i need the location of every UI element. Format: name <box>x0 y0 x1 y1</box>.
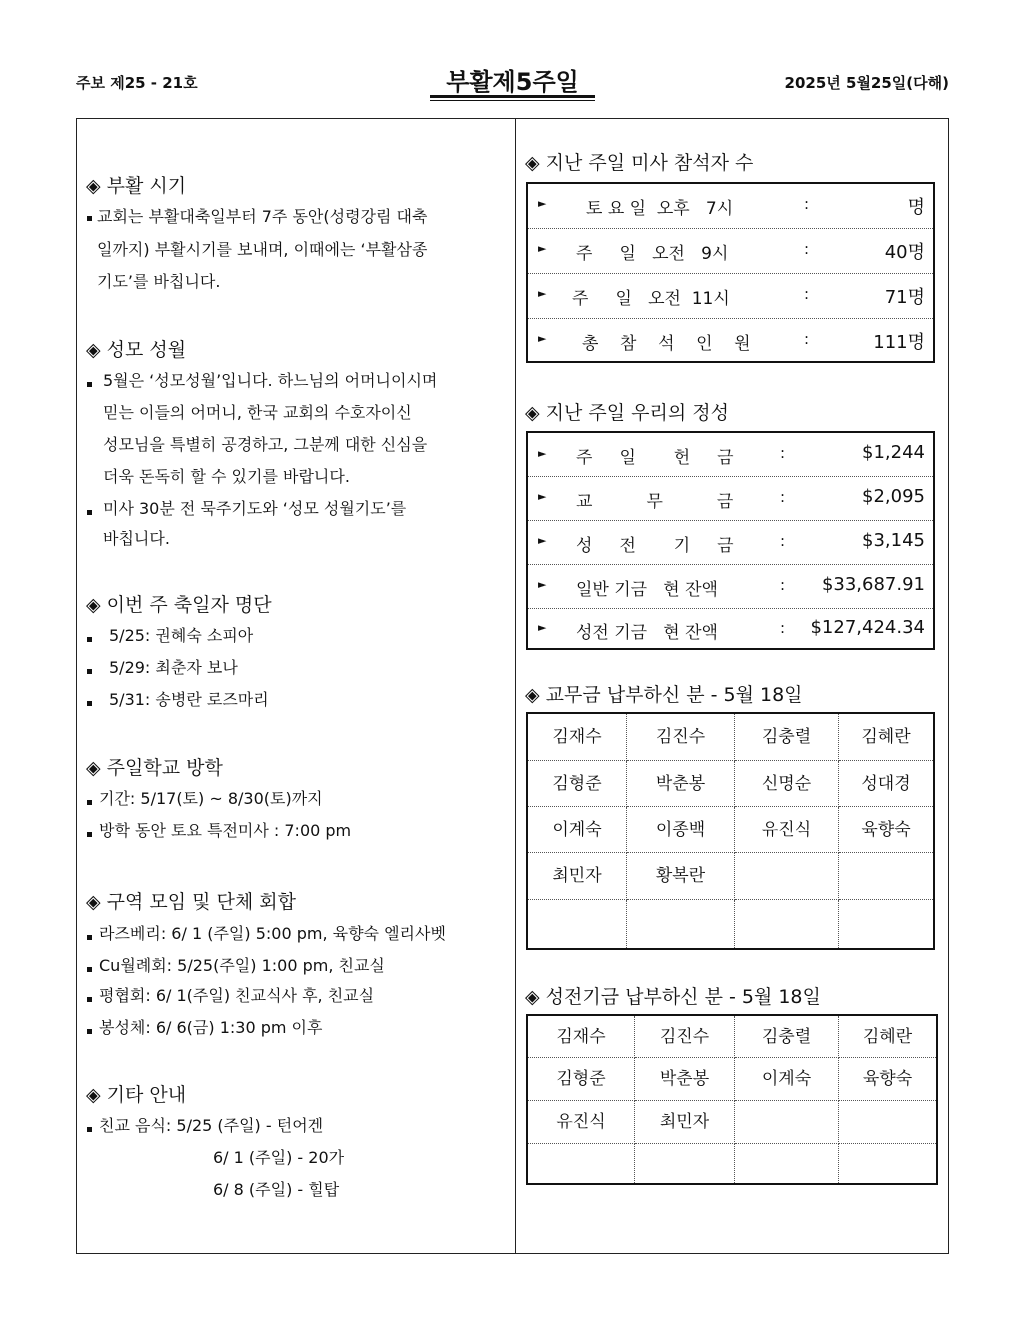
name-cell <box>735 1144 839 1183</box>
section-title-other: ◈ 기타 안내 <box>86 1084 187 1106</box>
bullet <box>87 701 92 706</box>
text-line: 미사 30분 전 묵주기도와 ‘성모 성월기도’를 <box>103 499 407 518</box>
text-line: 6/ 8 (주일) - 힐탑 <box>213 1180 340 1199</box>
attendance-row <box>528 184 933 229</box>
section-title-attendance: ◈ 지난 주일 미사 참석자 수 <box>525 152 754 174</box>
name-cell: 김충렬 <box>735 1016 839 1058</box>
row-colon: : <box>780 488 786 506</box>
column-divider <box>515 118 516 1254</box>
name-cell <box>735 900 839 948</box>
row-label: 주 일 헌 금 <box>576 448 734 468</box>
bullet <box>87 997 92 1002</box>
bullet <box>87 935 92 940</box>
name-cell: 박춘봉 <box>635 1058 735 1101</box>
arrow-icon: ► <box>538 534 547 547</box>
name-cell <box>839 1144 936 1183</box>
name-cell: 성대경 <box>839 761 933 807</box>
text-line: 방학 동안 토요 특전미사 : 7:00 pm <box>99 821 352 840</box>
row-value: 111명 <box>873 332 925 353</box>
bullet <box>87 669 92 674</box>
name-cell: 최민자 <box>528 853 627 900</box>
name-cell: 육향숙 <box>839 1058 936 1101</box>
row-value: $127,424.34 <box>810 617 925 638</box>
name-cell: 김충렬 <box>735 714 839 761</box>
offering-row <box>528 476 933 521</box>
bullet <box>87 800 92 805</box>
name-cell <box>839 900 933 948</box>
name-cell: 유진식 <box>735 807 839 853</box>
text-line: 5/29: 최춘자 보나 <box>109 658 238 677</box>
dues-name-grid <box>526 712 935 950</box>
text-line: 더욱 돈독히 할 수 있기를 바랍니다. <box>103 467 350 486</box>
section-title-dues: ◈ 교무금 납부하신 분 - 5월 18일 <box>525 684 803 706</box>
title-underline-thin <box>430 100 595 101</box>
row-label: 주 일 오전 9시 <box>576 244 729 264</box>
row-value: $33,687.91 <box>821 574 925 595</box>
offering-row <box>528 608 933 648</box>
text-line: 기간: 5/17(토) ~ 8/30(토)까지 <box>99 789 323 808</box>
attendance-row <box>528 228 933 274</box>
bullet <box>87 1127 92 1132</box>
row-label: 교 무 금 <box>576 492 734 512</box>
name-cell: 육향숙 <box>839 807 933 853</box>
arrow-icon: ► <box>538 490 547 503</box>
name-cell <box>839 1101 936 1144</box>
name-cell: 김혜란 <box>839 1016 936 1058</box>
name-cell <box>528 1144 635 1183</box>
text-line: 6/ 1 (주일) - 20가 <box>213 1148 345 1167</box>
text-line: 5/25: 권혜숙 소피아 <box>109 626 254 645</box>
row-colon: : <box>780 619 786 637</box>
name-cell: 황복란 <box>627 853 735 900</box>
name-cell: 이종백 <box>627 807 735 853</box>
name-cell: 김재수 <box>528 714 627 761</box>
bullet <box>87 637 92 642</box>
row-label: 주 일 오전 11시 <box>572 289 730 309</box>
row-colon: : <box>780 444 786 462</box>
attendance-row <box>528 273 933 319</box>
name-cell: 김진수 <box>627 714 735 761</box>
page-header <box>76 62 949 102</box>
name-cell: 김형준 <box>528 761 627 807</box>
row-value: $2,095 <box>862 486 925 507</box>
arrow-icon: ► <box>538 197 547 210</box>
name-cell <box>627 900 735 948</box>
text-line: 봉성체: 6/ 6(금) 1:30 pm 이후 <box>99 1018 323 1037</box>
row-label: 일반 기금 현 잔액 <box>576 580 718 600</box>
section-title-building: ◈ 성전기금 납부하신 분 - 5월 18일 <box>525 986 821 1008</box>
offering-row <box>528 564 933 609</box>
arrow-icon: ► <box>538 578 547 591</box>
bullet <box>87 382 92 387</box>
title-underline <box>430 95 595 98</box>
bullet <box>87 832 92 837</box>
arrow-icon: ► <box>538 447 547 460</box>
attendance-row <box>528 318 933 361</box>
section-title-feast: ◈ 이번 주 축일자 명단 <box>86 594 272 616</box>
offering-row <box>528 520 933 565</box>
text-line: 라즈베리: 6/ 1 (주일) 5:00 pm, 육향숙 엘리사벳 <box>99 924 446 943</box>
bullet <box>87 967 92 972</box>
name-cell: 신명순 <box>735 761 839 807</box>
text-line: 바칩니다. <box>103 529 170 548</box>
arrow-icon: ► <box>538 332 547 345</box>
name-cell: 김형준 <box>528 1058 635 1101</box>
building-name-grid <box>526 1014 938 1185</box>
name-cell: 김재수 <box>528 1016 635 1058</box>
name-cell: 최민자 <box>635 1101 735 1144</box>
issue-date: 2025년 5월25일(다해) <box>784 74 949 92</box>
row-label: 총 참 석 인 원 <box>582 334 751 354</box>
row-value: $3,145 <box>862 530 925 551</box>
text-line: 5/31: 송병란 로즈마리 <box>109 690 269 709</box>
bullet <box>87 510 92 515</box>
text-line: 5월은 ‘성모성월’입니다. 하느님의 어머니이시며 <box>103 371 438 390</box>
row-label: 성전 기금 현 잔액 <box>576 623 718 643</box>
name-cell <box>528 900 627 948</box>
text-line: 친교 음식: 5/25 (주일) - 턴어겐 <box>99 1116 324 1135</box>
section-title-mary: ◈ 성모 성월 <box>86 339 187 361</box>
issue-number: 주보 제25 - 21호 <box>76 74 198 92</box>
attendance-box <box>526 182 935 363</box>
row-colon: : <box>804 195 810 213</box>
text-line: 기도’를 바칩니다. <box>97 272 221 291</box>
text-line: 교회는 부활대축일부터 7주 동안(성령강림 대축 <box>97 207 428 226</box>
name-cell <box>735 853 839 900</box>
name-cell: 김혜란 <box>839 714 933 761</box>
section-title-easter: ◈ 부활 시기 <box>86 175 187 197</box>
text-line: Cu월례회: 5/25(주일) 1:00 pm, 친교실 <box>99 956 385 975</box>
row-colon: : <box>804 330 810 348</box>
row-label: 토 요 일 오후 7시 <box>586 199 734 219</box>
offering-row <box>528 433 933 477</box>
text-line: 일까지) 부활시기를 보내며, 이때에는 ‘부활삼종 <box>97 240 428 259</box>
offering-box <box>526 431 935 650</box>
bullet <box>87 1029 92 1034</box>
arrow-icon: ► <box>538 287 547 300</box>
row-value: 명 <box>907 197 925 218</box>
page-title: 부활제5주일 <box>446 68 579 96</box>
text-line: 평협회: 6/ 1(주일) 친교식사 후, 친교실 <box>99 986 375 1005</box>
arrow-icon: ► <box>538 621 547 634</box>
row-label: 성 전 기 금 <box>576 536 734 556</box>
arrow-icon: ► <box>538 242 547 255</box>
name-cell <box>635 1144 735 1183</box>
name-cell: 박춘봉 <box>627 761 735 807</box>
row-value: 71명 <box>884 287 925 308</box>
row-colon: : <box>780 532 786 550</box>
row-colon: : <box>804 240 810 258</box>
name-cell: 이계숙 <box>735 1058 839 1101</box>
name-cell <box>839 853 933 900</box>
row-value: 40명 <box>884 242 925 263</box>
bullet <box>87 216 92 221</box>
name-cell: 이계숙 <box>528 807 627 853</box>
text-line: 믿는 이들의 어머니, 한국 교회의 수호자이신 <box>103 403 412 422</box>
name-cell: 김진수 <box>635 1016 735 1058</box>
name-cell: 유진식 <box>528 1101 635 1144</box>
row-colon: : <box>804 285 810 303</box>
row-value: $1,244 <box>862 442 925 463</box>
section-title-offering: ◈ 지난 주일 우리의 정성 <box>525 402 729 424</box>
section-title-school: ◈ 주일학교 방학 <box>86 757 223 779</box>
name-cell <box>735 1101 839 1144</box>
text-line: 성모님을 특별히 공경하고, 그분께 대한 신심을 <box>103 435 428 454</box>
row-colon: : <box>780 576 786 594</box>
section-title-groups: ◈ 구역 모임 및 단체 회합 <box>86 891 296 913</box>
